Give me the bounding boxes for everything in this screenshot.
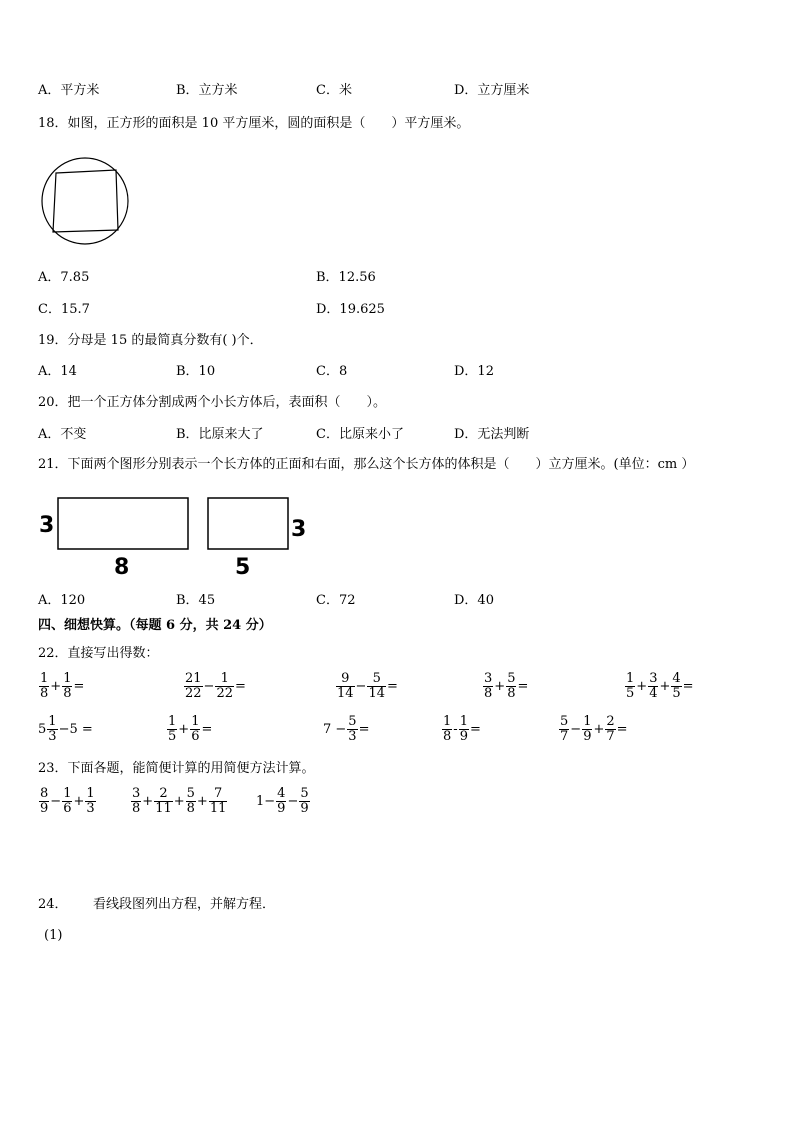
q20-question: 20．把一个正方体分割成两个小长方体后，表面积（ ）。	[38, 395, 387, 410]
fraction: $\frac{2}{7}$	[606, 714, 615, 744]
q21-question: 21．下面两个图形分别表示一个长方体的正面和右面，那么这个长方体的体积是（ ）立方厘米。(单位：cm ）	[38, 457, 695, 472]
q24-number: 24．	[38, 897, 68, 912]
q18-question: 18．如图，正方形的面积是 10 平方厘米，圆的面积是（ ）平方厘米。	[38, 116, 470, 131]
fraction: $\frac{1}{5}$	[168, 714, 177, 744]
fraction: $\frac{5}{8}$	[186, 786, 195, 816]
fraction: $\frac{1}{9}$	[583, 714, 592, 744]
fraction: $\frac{5}{9}$	[300, 786, 309, 816]
q23-expr-3: 1− $\frac{4}{9}$ − $\frac{5}{9}$	[256, 786, 309, 816]
q21-front-rectangle	[58, 498, 188, 549]
q21-option-d: D．40	[454, 593, 494, 608]
fraction: $\frac{1}{3}$	[48, 714, 57, 744]
q21-front-height-label: 3	[39, 513, 55, 538]
fraction: $\frac{8}{9}$	[40, 786, 49, 816]
fraction: $\frac{1}{8}$	[63, 671, 72, 701]
q23-question: 23．下面各题，能简便计算的用简便方法计算。	[38, 761, 315, 776]
q22-expr-1-3: $\frac{9}{14}$ − $\frac{5}{14}$ =	[337, 671, 398, 701]
q18-option-b: B．12.56	[316, 270, 376, 285]
q20-option-a: A．不变	[38, 427, 87, 442]
fraction: $\frac{21}{22}$	[185, 671, 202, 701]
q21-option-a: A．120	[38, 593, 86, 608]
fraction: $\frac{1}{8}$	[40, 671, 49, 701]
q18-circle-square-figure	[38, 156, 134, 246]
fraction: $\frac{4}{9}$	[277, 786, 286, 816]
q22-expr-1-2: $\frac{21}{22}$ − $\frac{1}{22}$ =	[185, 671, 246, 701]
q17-option-a: A．平方米	[38, 83, 100, 98]
q21-option-b: B．45	[176, 593, 216, 608]
fraction: $\frac{1}{22}$	[216, 671, 233, 701]
q19-option-d: D．12	[454, 364, 494, 379]
q20-option-b: B．比原来大了	[176, 427, 264, 442]
q21-side-height-label: 3	[291, 517, 307, 542]
q19-question: 19．分母是 15 的最简真分数有( )个．	[38, 333, 263, 348]
fraction: $\frac{1}{5}$	[626, 671, 635, 701]
q18-option-d: D．19.625	[316, 302, 385, 317]
fraction: $\frac{3}{8}$	[484, 671, 493, 701]
fraction: $\frac{5}{7}$	[560, 714, 569, 744]
fraction: $\frac{1}{6}$	[63, 786, 72, 816]
fraction: $\frac{1}{8}$	[443, 714, 452, 744]
fraction: $\frac{5}{14}$	[368, 671, 385, 701]
q24-subpart-1: (1)	[44, 928, 63, 943]
fraction: $\frac{3}{8}$	[132, 786, 141, 816]
fraction: $\frac{7}{11}$	[209, 786, 227, 816]
fraction: $\frac{3}{4}$	[649, 671, 658, 701]
fraction: $\frac{1}{6}$	[191, 714, 200, 744]
q20-option-d: D．无法判断	[454, 427, 530, 442]
q22-expr-1-1: $\frac{1}{8}$ + $\frac{1}{8}$ =	[40, 671, 85, 701]
q21-rectangles-figure	[36, 492, 316, 582]
q17-option-d: D．立方厘米	[454, 83, 530, 98]
q19-option-c: C．8	[316, 364, 348, 379]
q24-question: 看线段图列出方程，并解方程．	[93, 897, 276, 912]
fraction: $\frac{9}{14}$	[337, 671, 354, 701]
q19-option-b: B．10	[176, 364, 216, 379]
q22-expr-1-4: $\frac{3}{8}$ + $\frac{5}{8}$ =	[484, 671, 529, 701]
q22-expr-2-5: $\frac{5}{7}$ − $\frac{1}{9}$ + $\frac{2}{7}$ =	[560, 714, 628, 744]
q21-option-c: C．72	[316, 593, 356, 608]
q23-expr-2: $\frac{3}{8}$ + $\frac{2}{11}$ + $\frac{5}{8}$ + $\frac{7}{11}$	[132, 786, 227, 816]
q17-option-c: C．米	[316, 83, 352, 98]
q23-expr-1: $\frac{8}{9}$ − $\frac{1}{6}$ + $\frac{1}{3}$	[40, 786, 95, 816]
q20-option-c: C．比原来小了	[316, 427, 404, 442]
fraction: $\frac{1}{9}$	[459, 714, 468, 744]
q22-expr-2-4: $\frac{1}{8}$ - $\frac{1}{9}$ =	[443, 714, 481, 744]
q18-option-a: A．7.85	[38, 270, 90, 285]
section-4-title: 四、细想快算。（每题 6 分，共 24 分）	[38, 618, 272, 633]
q22-question: 22．直接写出得数：	[38, 646, 159, 661]
q21-front-width-label: 8	[114, 555, 130, 580]
q21-side-rectangle	[208, 498, 288, 549]
fraction: $\frac{4}{5}$	[672, 671, 681, 701]
q22-expr-1-5: $\frac{1}{5}$ + $\frac{3}{4}$ + $\frac{4}{5}$ =	[626, 671, 694, 701]
q22-expr-2-3: 7 − $\frac{5}{3}$ =	[323, 714, 370, 744]
q17-option-b: B．立方米	[176, 83, 238, 98]
fraction: $\frac{2}{11}$	[155, 786, 172, 816]
q18-option-c: C．15.7	[38, 302, 90, 317]
q22-expr-2-2: $\frac{1}{5}$ + $\frac{1}{6}$ =	[168, 714, 213, 744]
q19-option-a: A．14	[38, 364, 77, 379]
fraction: $\frac{5}{3}$	[348, 714, 357, 744]
q18-square	[53, 170, 118, 232]
fraction: $\frac{1}{3}$	[86, 786, 95, 816]
fraction: $\frac{5}{8}$	[507, 671, 516, 701]
q21-side-width-label: 5	[235, 555, 251, 580]
q22-expr-2-1: 5 $\frac{1}{3}$ −5 =	[38, 714, 93, 744]
